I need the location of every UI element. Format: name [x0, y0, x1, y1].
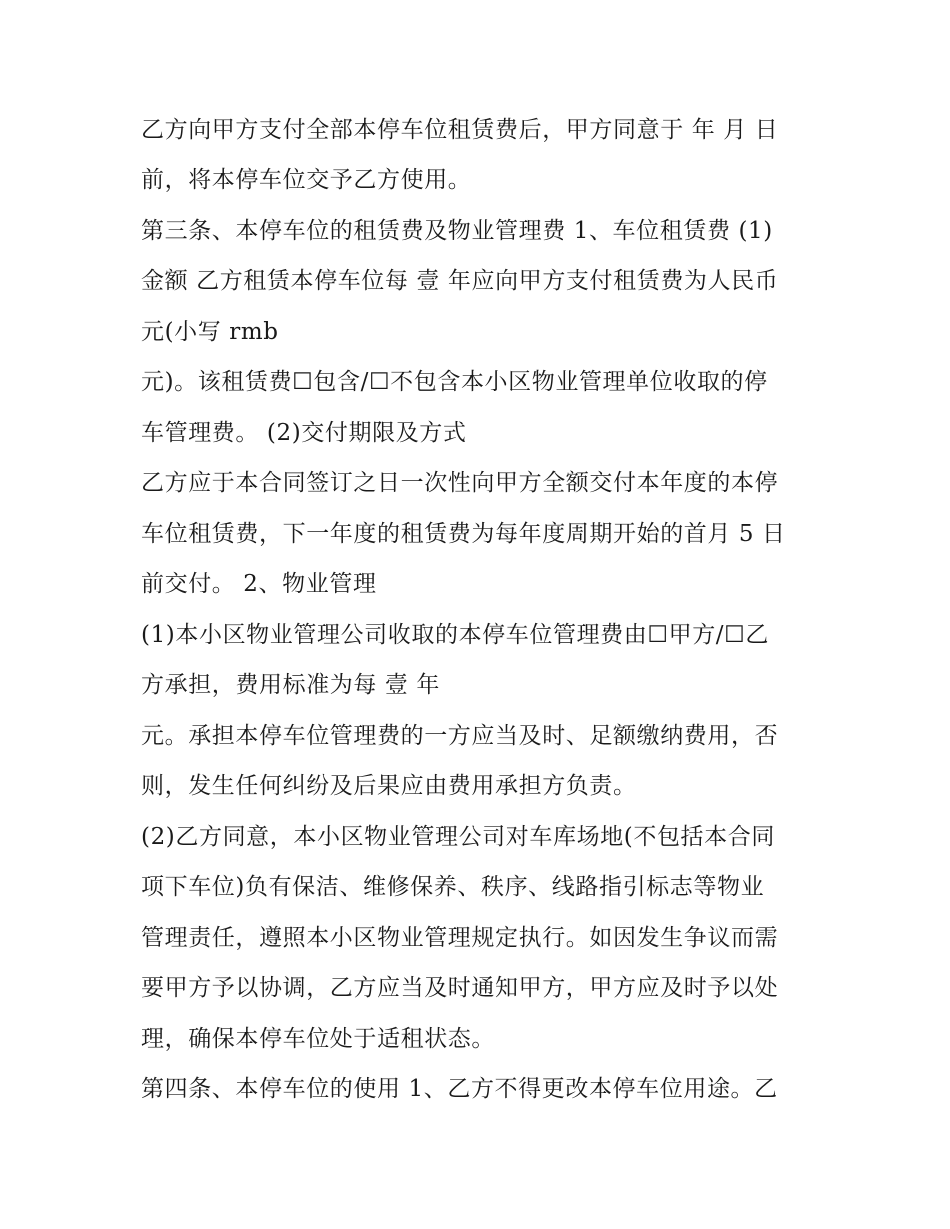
- text-line: 元(小写 rmb: [141, 319, 279, 345]
- text-line: 乙方向甲方支付全部本停车位租赁费后，甲方同意于 年 月 日: [141, 117, 779, 143]
- text-line: 前，将本停车位交予乙方使用。: [141, 167, 472, 193]
- text-line: 车管理费。 (2)交付期限及方式: [141, 420, 467, 446]
- text-line: 金额 乙方租赁本停车位每 壹 年应向甲方支付租赁费为人民币: [141, 268, 779, 294]
- text-line: (2)乙方同意，本小区物业管理公司对车库场地(不包括本合同: [141, 824, 775, 850]
- text-line: 第三条、本停车位的租赁费及物业管理费 1、车位租赁费 (1): [141, 218, 773, 244]
- text-line: 要甲方予以协调，乙方应当及时通知甲方，甲方应及时予以处: [141, 975, 779, 1001]
- text-line: 理，确保本停车位处于适租状态。: [141, 1026, 495, 1052]
- text-line: 项下车位)负有保洁、维修保养、秩序、线路指引标志等物业: [141, 874, 765, 900]
- text-line: 元)。该租赁费☐包含/☐不包含本小区物业管理单位收取的停: [141, 369, 768, 395]
- text-line: 元。承担本停车位管理费的一方应当及时、足额缴纳费用，否: [141, 723, 779, 749]
- text-line: 则，发生任何纠纷及后果应由费用承担方负责。: [141, 773, 637, 799]
- text-line: 第四条、本停车位的使用 1、乙方不得更改本停车位用途。乙: [141, 1076, 778, 1102]
- text-line: 车位租赁费，下一年度的租赁费为每年度周期开始的首月 5 日: [141, 521, 786, 547]
- text-line: 前交付。 2、物业管理: [141, 571, 377, 597]
- text-line: 方承担，费用标准为每 壹 年: [141, 672, 441, 698]
- text-line: 管理责任，遵照本小区物业管理规定执行。如因发生争议而需: [141, 925, 779, 951]
- text-line: (1)本小区物业管理公司收取的本停车位管理费由☐甲方/☐乙: [141, 622, 769, 648]
- text-line: 乙方应于本合同签订之日一次性向甲方全额交付本年度的本停: [141, 470, 779, 496]
